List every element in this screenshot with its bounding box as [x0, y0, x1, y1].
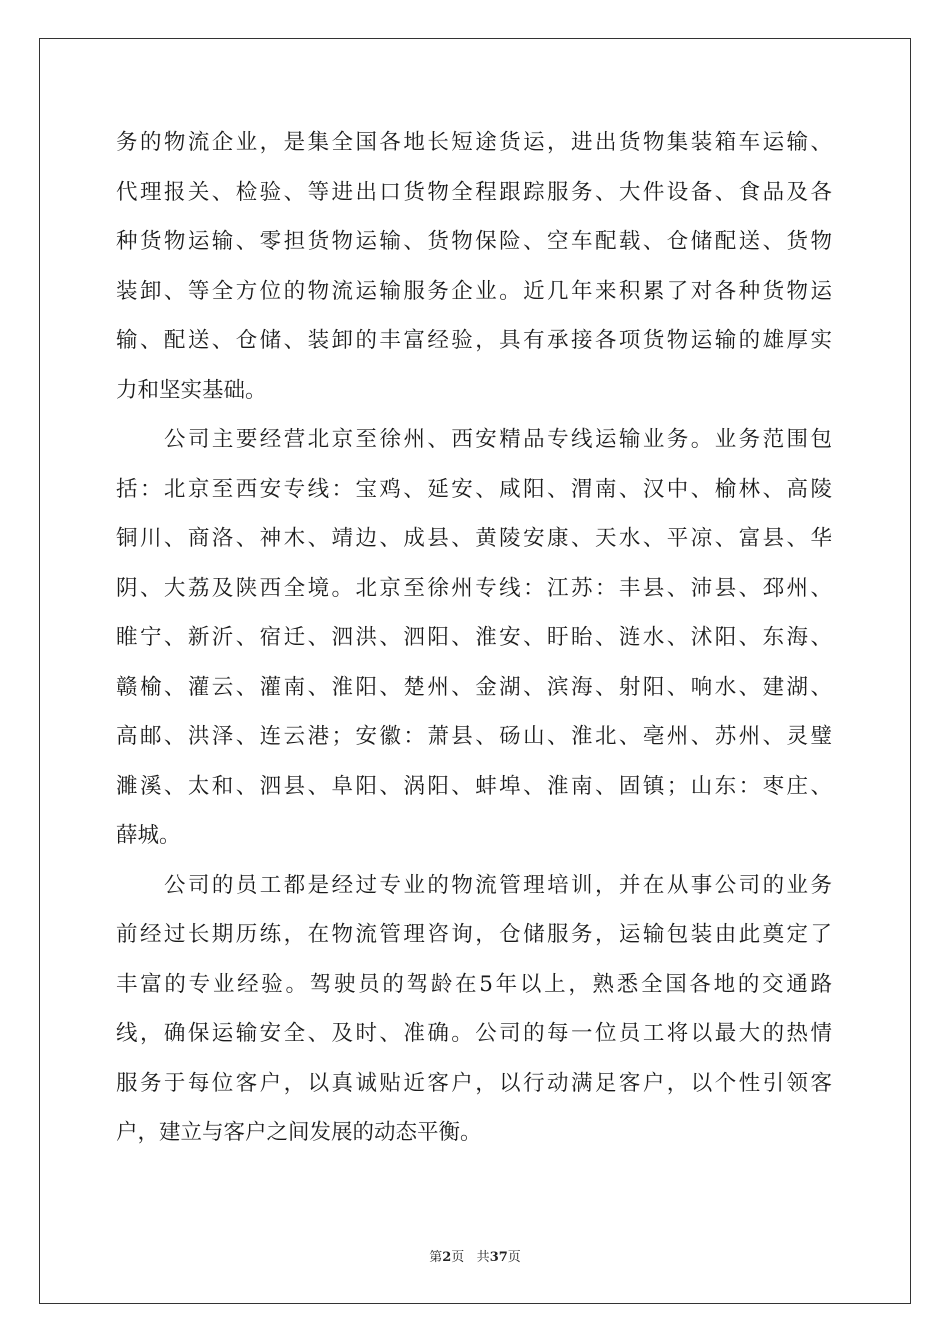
paragraph — [116, 861, 832, 1158]
text-line: 装卸、等全方位的物流运输服务企业。近几年来积累了对各种货物运 — [116, 278, 832, 304]
paragraph — [116, 415, 832, 861]
text-line: 薛城。 — [116, 823, 181, 848]
text-line: 线，确保运输安全、及时、准确。公司的每一位员工将以最大的热情 — [116, 1021, 832, 1046]
text-line: 铜川、商洛、神木、靖边、成县、黄陵安康、天水、平凉、富县、华 — [116, 526, 832, 551]
text-line: 力和坚实基础。 — [116, 377, 267, 403]
text-line: 种货物运输、零担货物运输、货物保险、空车配载、仓储配送、货物 — [116, 229, 832, 254]
page-suffix: 页 — [451, 1250, 465, 1265]
text-line: 濉溪、太和、泗县、阜阳、涡阳、蚌埠、淮南、固镇；山东：枣庄、 — [116, 773, 832, 799]
text-line: 输、配送、仓储、装卸的丰富经验，具有承接各项货物运输的雄厚实 — [116, 328, 832, 353]
paragraph — [116, 118, 832, 415]
total-suffix: 页 — [507, 1250, 521, 1265]
text-line: 代理报关、检验、等进出口货物全程跟踪服务、大件设备、食品及各 — [116, 179, 832, 205]
text-line: 务的物流企业，是集全国各地长短途货运，进出货物集装箱车运输、 — [116, 130, 832, 155]
text-line: 公司的员工都是经过专业的物流管理培训，并在从事公司的业务 — [164, 872, 832, 898]
text-line: 公司主要经营北京至徐州、西安精品专线运输业务。业务范围包 — [164, 427, 832, 452]
page-footer — [0, 1246, 950, 1265]
text-line: 赣榆、灌云、灌南、淮阳、楚州、金湖、滨海、射阳、响水、建湖、 — [116, 674, 832, 700]
text-line: 阴、大荔及陕西全境。北京至徐州专线：江苏：丰县、沛县、邳州、 — [116, 575, 832, 601]
text-line: 户，建立与客户之间发展的动态平衡。 — [116, 1120, 482, 1145]
text-line: 服务于每位客户，以真诚贴近客户，以行动满足客户，以个性引领客 — [116, 1070, 832, 1096]
text-line: 前经过长期历练，在物流管理咨询，仓储服务，运输包装由此奠定了 — [116, 922, 832, 947]
total-prefix: 共 — [476, 1250, 490, 1265]
total-pages: 37 — [489, 1250, 508, 1265]
text-line: 括：北京至西安专线：宝鸡、延安、咸阳、渭南、汉中、榆林、高陵 — [116, 476, 832, 502]
text-line: 睢宁、新沂、宿迁、泗洪、泗阳、淮安、盱眙、涟水、沭阳、东海、 — [116, 625, 832, 650]
text-line: 高邮、洪泽、连云港；安徽：萧县、砀山、淮北、亳州、苏州、灵璧 — [116, 724, 832, 749]
page-number: 2 — [442, 1250, 452, 1265]
text-line: 丰富的专业经验。驾驶员的驾龄在5年以上，熟悉全国各地的交通路 — [116, 971, 832, 997]
page-prefix: 第 — [429, 1250, 443, 1265]
document-body — [116, 118, 832, 1158]
